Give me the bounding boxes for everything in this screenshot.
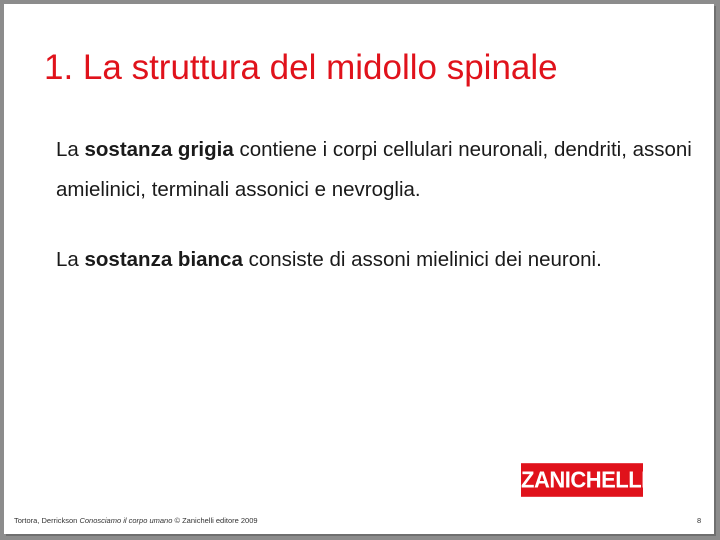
- paragraph-text: contiene i corpi cellulari neuronali, dendriti, assoni amielinici, terminali assonici e nevroglia.: [56, 138, 692, 201]
- slide-title: 1. La struttura del midollo spinale: [44, 48, 558, 87]
- paragraph-lead: La: [56, 138, 85, 161]
- footer-citation: [14, 516, 258, 525]
- paragraph-gray-matter: [56, 130, 696, 210]
- term-white-matter: sostanza bianca: [84, 248, 243, 271]
- slide: [4, 4, 714, 534]
- paragraph-white-matter: [56, 240, 696, 280]
- paragraph-lead: La: [56, 248, 85, 271]
- zanichelli-logo: ZANICHELLI: [521, 463, 643, 497]
- footer-publisher: © Zanichelli editore 2009: [172, 516, 258, 525]
- footer-book-title: Conosciamo il corpo umano: [79, 516, 173, 525]
- page-number: 8: [697, 516, 702, 525]
- footer-authors: Tortora, Derrickson: [14, 516, 80, 525]
- paragraph-text: consiste di assoni mielinici dei neuroni.: [242, 248, 602, 271]
- term-gray-matter: sostanza grigia: [84, 138, 234, 161]
